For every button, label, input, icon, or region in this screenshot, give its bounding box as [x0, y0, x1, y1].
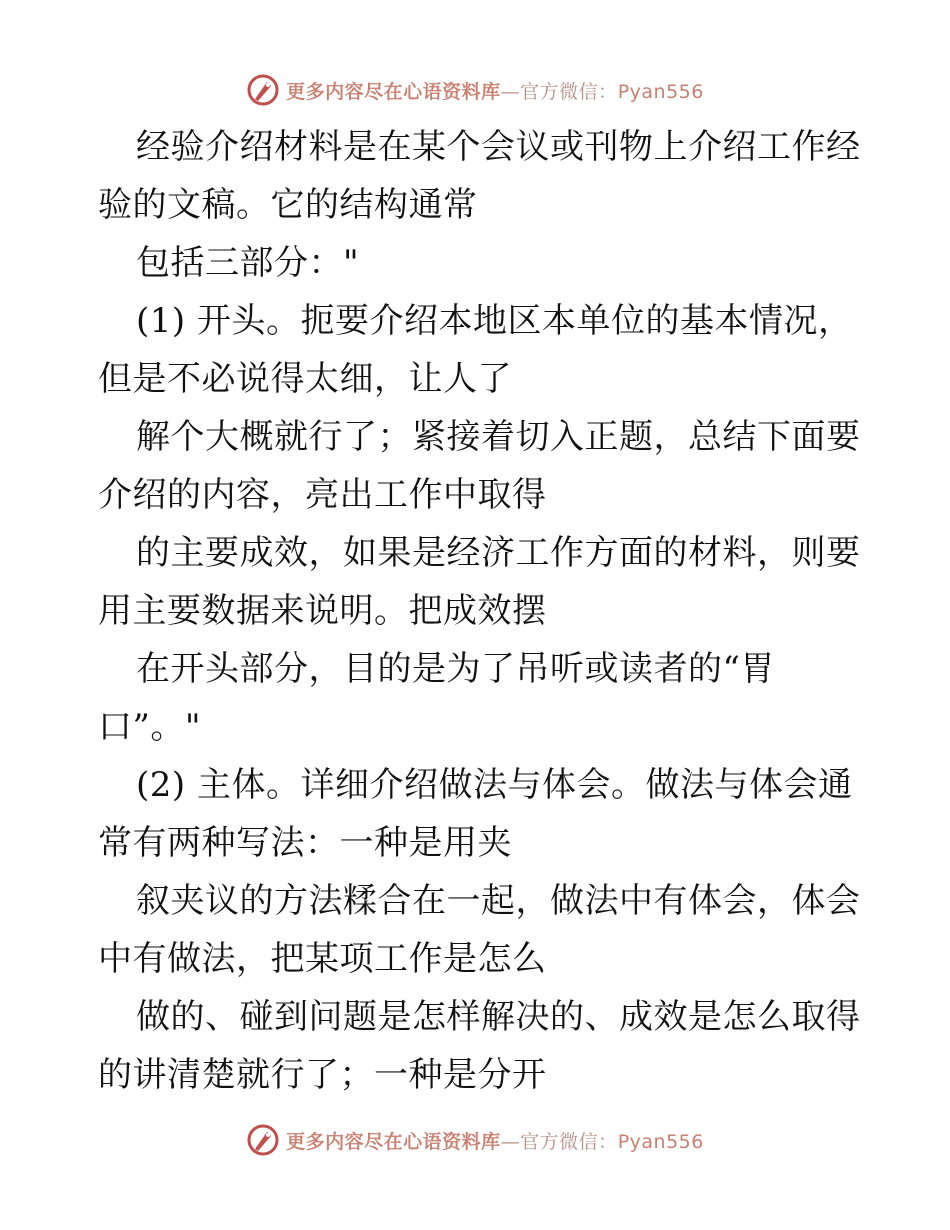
watermark-separator: — — [500, 80, 521, 103]
watermark-group — [246, 73, 704, 107]
watermark-text — [286, 1127, 704, 1154]
watermark-contact-label: 官方微信： — [520, 1130, 618, 1153]
pen-nib-logo-icon — [246, 1123, 280, 1157]
text-line: 解个大概就行了；紧接着切入正题，总结下面要 — [136, 417, 861, 457]
text-line: 的讲清楚就行了；一种是分开 — [98, 1055, 547, 1095]
text-line: 但是不必说得太细，让人了 — [98, 359, 512, 399]
text-line: 包括三部分：" — [136, 243, 360, 283]
pen-nib-logo-icon — [246, 73, 280, 107]
text-line: 中有做法，把某项工作是怎么 — [98, 939, 547, 979]
text-line: 叙夹议的方法糅合在一起，做法中有体会，体会 — [136, 881, 861, 921]
document-body — [98, 118, 861, 1104]
watermark-group — [246, 1123, 704, 1157]
watermark-text — [286, 77, 704, 104]
text-line: 的主要成效，如果是经济工作方面的材料，则要 — [136, 533, 861, 573]
text-line: (1) 开头。扼要介绍本地区本单位的基本情况， — [136, 301, 853, 341]
text-line: 经验介绍材料是在某个会议或刊物上介绍工作经 — [136, 127, 861, 167]
watermark-contact-id: Pyan556 — [617, 80, 704, 103]
text-line: 在开头部分，目的是为了吊听或读者的“胃 — [136, 649, 775, 689]
watermark-separator: — — [500, 1130, 521, 1153]
text-line: (2) 主体。详细介绍做法与体会。做法与体会通 — [136, 765, 853, 805]
header-watermark — [0, 70, 950, 110]
text-line: 用主要数据来说明。把成效摆 — [98, 591, 547, 631]
footer-watermark — [0, 1120, 950, 1160]
text-line: 做的、碰到问题是怎样解决的、成效是怎么取得 — [136, 997, 861, 1037]
watermark-contact-id: Pyan556 — [617, 1130, 704, 1153]
text-line: 验的文稿。它的结构通常 — [98, 185, 478, 225]
text-line: 介绍的内容，亮出工作中取得 — [98, 475, 547, 515]
watermark-brand: 更多内容尽在心语资料库 — [286, 1130, 501, 1153]
text-line: 口”。" — [98, 707, 202, 747]
text-line: 常有两种写法：一种是用夹 — [98, 823, 512, 863]
watermark-brand: 更多内容尽在心语资料库 — [286, 80, 501, 103]
watermark-contact-label: 官方微信： — [520, 80, 618, 103]
